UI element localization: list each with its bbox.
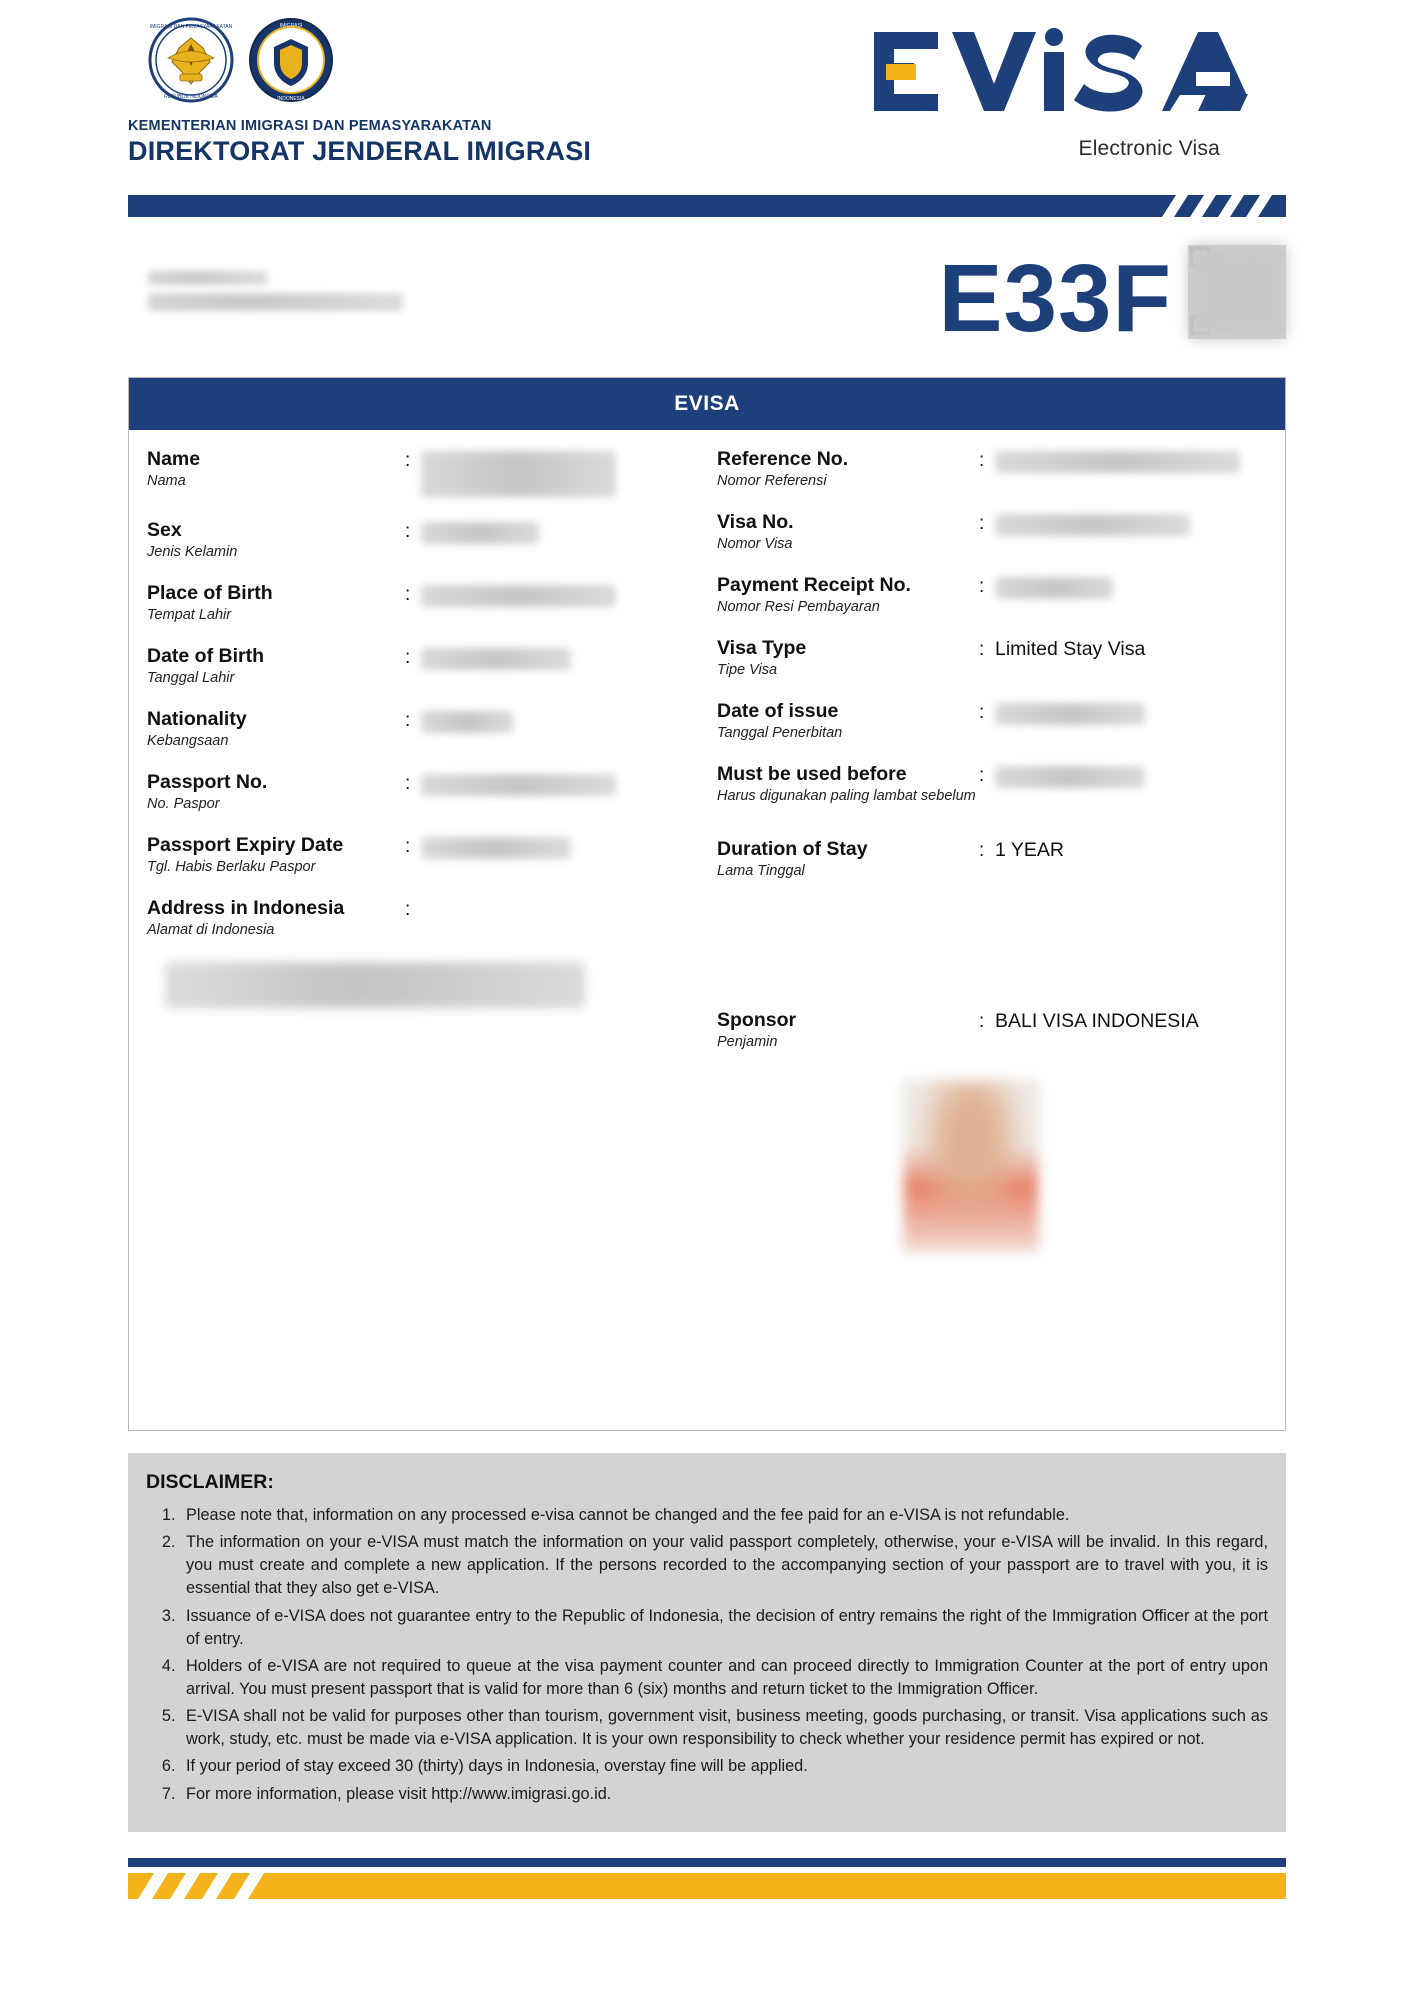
- field-labels: [147, 519, 405, 560]
- field-colon: :: [405, 584, 411, 605]
- field-label-id: Kebangsaan: [147, 733, 229, 749]
- field-labels: [717, 511, 979, 552]
- field-label-id: Nama: [147, 473, 186, 489]
- field-colon: :: [979, 576, 985, 597]
- field-labels: [147, 771, 405, 812]
- field-value-redacted: [421, 648, 571, 670]
- field-label-id: Tanggal Penerbitan: [717, 725, 843, 741]
- ministry-name: KEMENTERIAN IMIGRASI DAN PEMASYARAKATAN: [128, 118, 492, 134]
- field-value-redacted: [421, 585, 616, 607]
- field-labels: [147, 834, 405, 875]
- visa-code-area: [939, 243, 1286, 355]
- field-colon: :: [405, 773, 411, 794]
- field-colon: :: [405, 450, 411, 471]
- field-value-redacted: [421, 774, 616, 796]
- visa-code: E33F: [938, 245, 1172, 352]
- address-value-redacted: [165, 962, 697, 1008]
- field-label-id: Tipe Visa: [717, 662, 778, 678]
- field-colon: :: [405, 836, 411, 857]
- field-labels: [717, 448, 979, 489]
- field-passport-no: [147, 771, 697, 812]
- applicant-name-redacted: [148, 271, 408, 311]
- field-labels: [717, 637, 979, 678]
- field-label-id: Nomor Visa: [717, 536, 793, 552]
- header-left: [128, 14, 591, 167]
- field-label-id: Tgl. Habis Berlaku Paspor: [147, 859, 316, 875]
- field-colon: :: [979, 513, 985, 534]
- svg-text:INDONESIA: INDONESIA: [277, 96, 305, 102]
- list-item: 1. Please note that, information on any processed e-visa cannot be changed and the fee paid for an e-VISA is not refundable.: [180, 1504, 1268, 1527]
- field-duration-of-stay: [717, 838, 1275, 879]
- field-label-en: Sponsor: [717, 1009, 797, 1031]
- field-labels: [147, 897, 405, 938]
- footer-blue-bar: [128, 1858, 1286, 1867]
- field-date-of-issue: [717, 700, 1275, 741]
- field-label-id: Alamat di Indonesia: [147, 922, 275, 938]
- directorate-name: DIREKTORAT JENDERAL IMIGRASI: [128, 136, 592, 166]
- field-colon: :: [979, 702, 985, 723]
- field-labels: [147, 448, 405, 489]
- crest-group: [148, 14, 334, 110]
- field-label-id: Tanggal Lahir: [147, 670, 235, 686]
- list-item: 4. Holders of e-VISA are not required to queue at the visa payment counter and can proceed directly to Immigration Counter at the port of entry upon arrival. You must present passport that is valid for more than 6 (six) months and return ticket to the Immigration Officer.: [180, 1655, 1268, 1701]
- field-colon: :: [405, 710, 411, 731]
- header-divider-bar: [128, 195, 1286, 217]
- footer-yellow-bar: [128, 1873, 1286, 1899]
- field-sex: [147, 519, 697, 560]
- field-label-id: Lama Tinggal: [717, 863, 805, 879]
- list-item: 2. The information on your e-VISA must match the information on your valid passport completely, otherwise, your e-VISA will be invalid. In this regard, you must create and complete a new application. If the persons recorded to the accompanying section of your passport are to travel with you, it is essential that they also get e-VISA.: [180, 1531, 1268, 1600]
- field-label-en: Duration of Stay: [717, 838, 868, 860]
- document-footer: [128, 1858, 1286, 1899]
- field-labels: [717, 838, 979, 879]
- svg-text:IMIGRASI DAN PEMASYARAKATAN: IMIGRASI DAN PEMASYARAKATAN: [149, 24, 233, 30]
- field-label-en: Visa No.: [717, 511, 794, 533]
- document-header: [0, 0, 1414, 167]
- field-colon: :: [979, 1011, 985, 1032]
- field-label-en: Nationality: [147, 708, 247, 730]
- field-value: Limited Stay Visa: [995, 638, 1146, 660]
- field-label-id: Jenis Kelamin: [147, 544, 238, 560]
- field-value: BALI VISA INDONESIA: [995, 1010, 1199, 1032]
- field-passport-expiry: [147, 834, 697, 875]
- field-must-be-used-before: [717, 763, 1275, 804]
- field-colon: :: [979, 450, 985, 471]
- field-payment-receipt-no: [717, 574, 1275, 615]
- visa-left-column: [129, 448, 707, 1412]
- qr-code-icon: [1166, 243, 1286, 355]
- bar-slashes-decoration: [1156, 195, 1286, 217]
- field-label-en: Visa Type: [717, 637, 807, 659]
- field-label-id: Nomor Resi Pembayaran: [717, 599, 880, 615]
- field-label-en: Address in Indonesia: [147, 897, 345, 919]
- field-label-en: Payment Receipt No.: [717, 574, 911, 596]
- field-labels: [147, 645, 405, 686]
- field-colon: :: [979, 765, 985, 786]
- field-value-redacted: [421, 451, 616, 497]
- visa-details-box: [128, 377, 1286, 1431]
- field-value-redacted: [995, 577, 1113, 599]
- field-value-redacted: [421, 837, 571, 859]
- field-value: 1 YEAR: [995, 839, 1065, 861]
- field-label-id: Harus digunakan paling lambat sebelum: [717, 788, 976, 804]
- field-label-en: Sex: [147, 519, 182, 541]
- list-item: 5. E-VISA shall not be valid for purposes other than tourism, government visit, business meeting, goods purchasing, or transit. Visa applications such as work, study, etc. must be made via e-VISA application. It is your own responsibility to check whether your residence permit has expired or not.: [180, 1705, 1268, 1751]
- disclaimer-list: [146, 1504, 1268, 1806]
- field-name: [147, 448, 697, 497]
- field-label-en: Name: [147, 448, 201, 470]
- field-date-of-birth: [147, 645, 697, 686]
- field-colon: :: [405, 899, 411, 920]
- evisa-subtitle: Electronic Visa: [1078, 137, 1220, 160]
- blue-bar: [128, 195, 1286, 217]
- field-label-id: No. Paspor: [147, 796, 220, 812]
- field-visa-type: [717, 637, 1275, 678]
- list-item: 7. For more information, please visit http://www.imigrasi.go.id.: [180, 1783, 1268, 1806]
- garuda-crest-icon: [148, 14, 234, 110]
- field-label-en: Passport No.: [147, 771, 268, 793]
- code-row: [128, 243, 1286, 363]
- field-colon: :: [979, 840, 985, 861]
- field-labels: [717, 763, 979, 804]
- field-label-id: Tempat Lahir: [147, 607, 232, 623]
- disclaimer-section: [128, 1453, 1286, 1832]
- field-labels: [717, 700, 979, 741]
- field-label-en: Date of issue: [717, 700, 839, 722]
- field-label-en: Date of Birth: [147, 645, 264, 667]
- imigrasi-crest-icon: [248, 14, 334, 110]
- field-labels: [717, 1009, 979, 1050]
- field-colon: :: [405, 647, 411, 668]
- field-labels: [147, 582, 405, 623]
- field-place-of-birth: [147, 582, 697, 623]
- field-label-id: Nomor Referensi: [717, 473, 827, 489]
- visa-box-title: EVISA: [129, 378, 1285, 430]
- field-label-en: Place of Birth: [147, 582, 273, 604]
- field-label-en: Must be used before: [717, 763, 907, 785]
- field-colon: :: [979, 639, 985, 660]
- list-item: 3. Issuance of e-VISA does not guarantee entry to the Republic of Indonesia, the decision of entry remains the right of the Immigration Officer at the port of entry.: [180, 1605, 1268, 1651]
- field-nationality: [147, 708, 697, 749]
- svg-text:REPUBLIK INDONESIA: REPUBLIK INDONESIA: [164, 94, 218, 100]
- field-value-redacted: [421, 522, 539, 544]
- field-value-redacted: [995, 703, 1145, 725]
- svg-text:IMIGRASI: IMIGRASI: [279, 23, 303, 29]
- evisa-logo: [866, 24, 1286, 129]
- visa-body: [129, 430, 1285, 1430]
- field-value-redacted: [995, 514, 1190, 536]
- list-item: 6. If your period of stay exceed 30 (thirty) days in Indonesia, overstay fine will be applied.: [180, 1755, 1268, 1778]
- field-label-id: Penjamin: [717, 1034, 778, 1050]
- field-label-en: Passport Expiry Date: [147, 834, 344, 856]
- applicant-photo: [717, 1080, 1275, 1252]
- field-address-in-indonesia: [147, 897, 697, 938]
- visa-right-column: [707, 448, 1285, 1412]
- field-visa-no: [717, 511, 1275, 552]
- field-labels: [717, 574, 979, 615]
- field-value-redacted: [995, 766, 1145, 788]
- field-value-redacted: [995, 451, 1240, 473]
- field-sponsor: [717, 1009, 1275, 1050]
- field-value-redacted: [421, 711, 513, 733]
- field-label-en: Reference No.: [717, 448, 849, 470]
- field-reference-no: [717, 448, 1275, 489]
- field-labels: [147, 708, 405, 749]
- field-colon: :: [405, 521, 411, 542]
- disclaimer-title: DISCLAIMER:: [146, 1471, 274, 1493]
- header-right: [866, 14, 1286, 161]
